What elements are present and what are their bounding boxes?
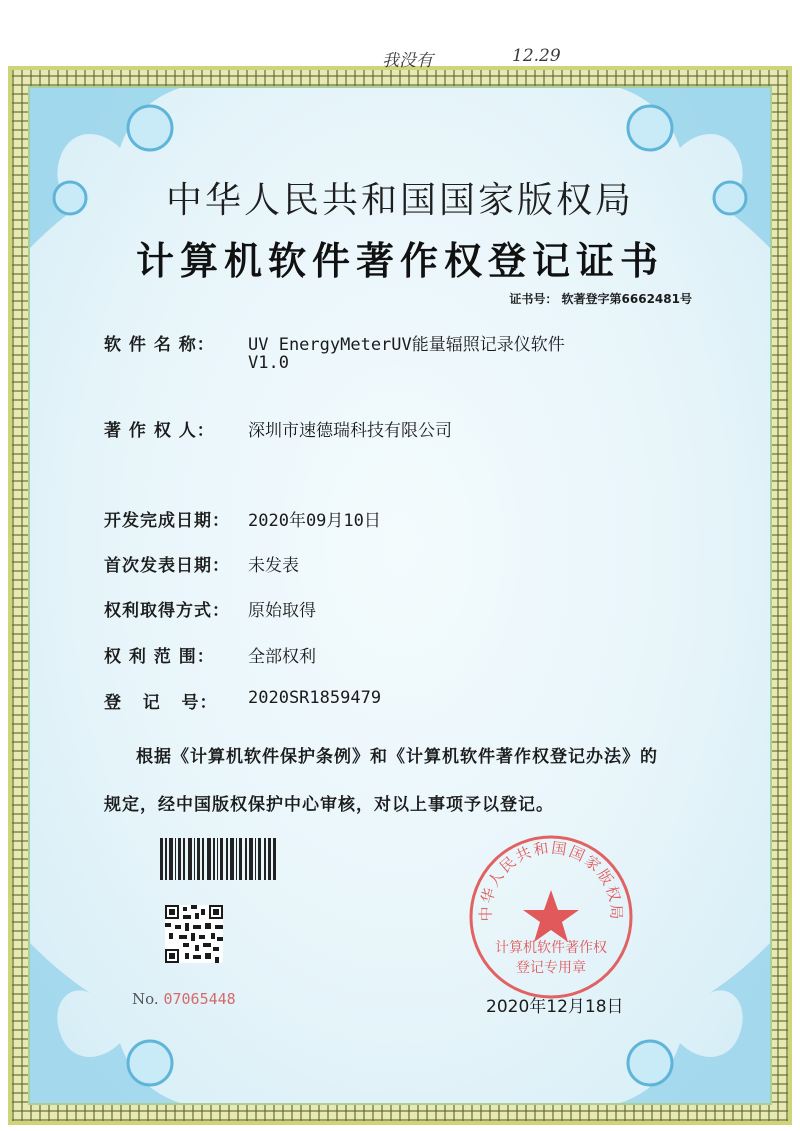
seal-inner-line-2: 登记专用章 bbox=[516, 960, 586, 976]
software-version-value: V1.0 bbox=[248, 353, 289, 373]
copyright-owner-label: 著 作 权 人： bbox=[104, 421, 215, 441]
rights-scope-value: 全部权利 bbox=[248, 647, 316, 667]
publication-date-value: 未发表 bbox=[248, 556, 299, 576]
corner-ornament-top-left bbox=[30, 88, 190, 248]
completion-date-label: 开发完成日期： bbox=[104, 511, 230, 531]
software-name-label: 软 件 名 称： bbox=[104, 335, 215, 355]
svg-text:中华人民共和国国家版权局: 中华人民共和国国家版权局 bbox=[476, 838, 626, 922]
serial-number bbox=[132, 990, 236, 1008]
statement-line-2: 规定，经中国版权保护中心审核，对以上事项予以登记。 bbox=[104, 795, 554, 815]
acquisition-method-label: 权利取得方式： bbox=[104, 601, 230, 621]
seal-inner-line-1: 计算机软件著作权 bbox=[495, 940, 607, 956]
registration-number-label: 登 记 号： bbox=[104, 693, 218, 713]
issue-date: 2020年12月18日 bbox=[486, 997, 624, 1017]
barcode bbox=[160, 838, 276, 880]
handwritten-date: 12.29 bbox=[512, 46, 561, 66]
acquisition-method-value: 原始取得 bbox=[248, 601, 316, 621]
certificate-title: 计算机软件著作权登记证书 bbox=[135, 239, 664, 283]
software-name-value: UV EnergyMeterUV能量辐照记录仪软件 bbox=[248, 335, 565, 355]
completion-date-value: 2020年09月10日 bbox=[248, 511, 381, 531]
copyright-owner-value: 深圳市速德瑞科技有限公司 bbox=[248, 421, 452, 441]
serial-prefix: No. bbox=[132, 990, 159, 1008]
serial-number-value: 07065448 bbox=[163, 990, 236, 1008]
issuing-authority-title: 中华人民共和国国家版权局 bbox=[165, 180, 634, 221]
corner-ornament-bottom-left bbox=[30, 943, 190, 1103]
rights-scope-label: 权 利 范 围： bbox=[104, 647, 215, 667]
registration-number-value: 2020SR1859479 bbox=[248, 688, 382, 708]
handwritten-note: 我没有 bbox=[382, 51, 433, 71]
publication-date-label: 首次发表日期： bbox=[104, 556, 230, 576]
statement-line-1: 根据《计算机软件保护条例》和《计算机软件著作权登记办法》的 bbox=[136, 747, 658, 767]
certificate-number: 证书号： 软著登字第6662481号 bbox=[509, 292, 692, 306]
qr-code bbox=[165, 905, 223, 963]
corner-ornament-top-right bbox=[610, 88, 770, 248]
